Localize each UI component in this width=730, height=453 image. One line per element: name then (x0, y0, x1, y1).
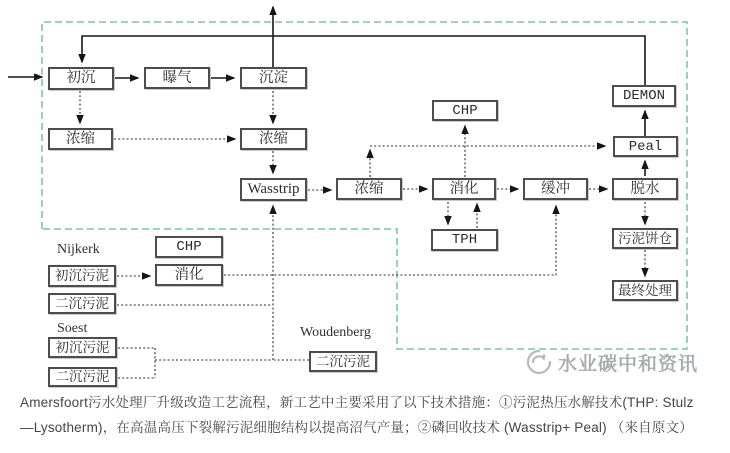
node-dewatering: 脱水 (612, 178, 678, 200)
node-soest-primary-sludge: 初沉污泥 (48, 337, 117, 358)
watermark (523, 348, 698, 376)
watermark-logo-icon (523, 348, 553, 376)
line-nijkerk-digestion-to-buffer (224, 206, 556, 275)
node-thickening-right: 浓缩 (336, 178, 402, 200)
caption-line-2: —Lysotherm)，在高温高压下裂解污泥细胞结构以提高沼气产量；②磷回收技术 (Wasstrip+ Peal) （来自原文） (20, 420, 693, 435)
node-nijkerk-primary-sludge: 初沉污泥 (48, 265, 116, 287)
node-tph: TPH (431, 229, 498, 251)
site-label-woudenberg: Woudenberg (300, 325, 371, 340)
node-sedimentation: 沉淀 (240, 67, 307, 89)
node-sludge-cake-silo: 污泥饼仓 (612, 228, 678, 249)
node-buffer: 缓冲 (523, 178, 588, 200)
node-primary-sedimentation: 初沉 (48, 67, 114, 90)
site-label-nijkerk: Nijkerk (57, 242, 100, 257)
node-demon: DEMON (612, 85, 676, 107)
node-soest-secondary-sludge: 二沉污泥 (48, 367, 117, 387)
node-woudenberg-secondary-sludge: 二沉污泥 (309, 351, 377, 372)
node-aeration: 曝气 (144, 67, 210, 89)
node-nijkerk-chp: CHP (155, 236, 223, 258)
node-chp: CHP (432, 100, 498, 121)
node-wasstrip: Wasstrip (240, 178, 307, 201)
caption-line-1: Amersfoort污水处理厂升级改造工艺流程，新工艺中主要采用了以下技术措施：①污泥热压水解技术(THP: Stulz (20, 395, 694, 410)
node-nijkerk-secondary-sludge: 二沉污泥 (48, 293, 116, 314)
node-nijkerk-digestion: 消化 (155, 264, 223, 286)
node-thickening-mid: 浓缩 (240, 128, 307, 150)
node-final-disposal: 最终处理 (612, 280, 678, 301)
node-peal: Peal (613, 136, 678, 157)
node-digestion: 消化 (432, 178, 496, 200)
watermark-text: 水业碳中和资讯 (558, 353, 699, 375)
node-thickening-left: 浓缩 (48, 128, 113, 150)
site-label-soest: Soest (57, 321, 88, 336)
